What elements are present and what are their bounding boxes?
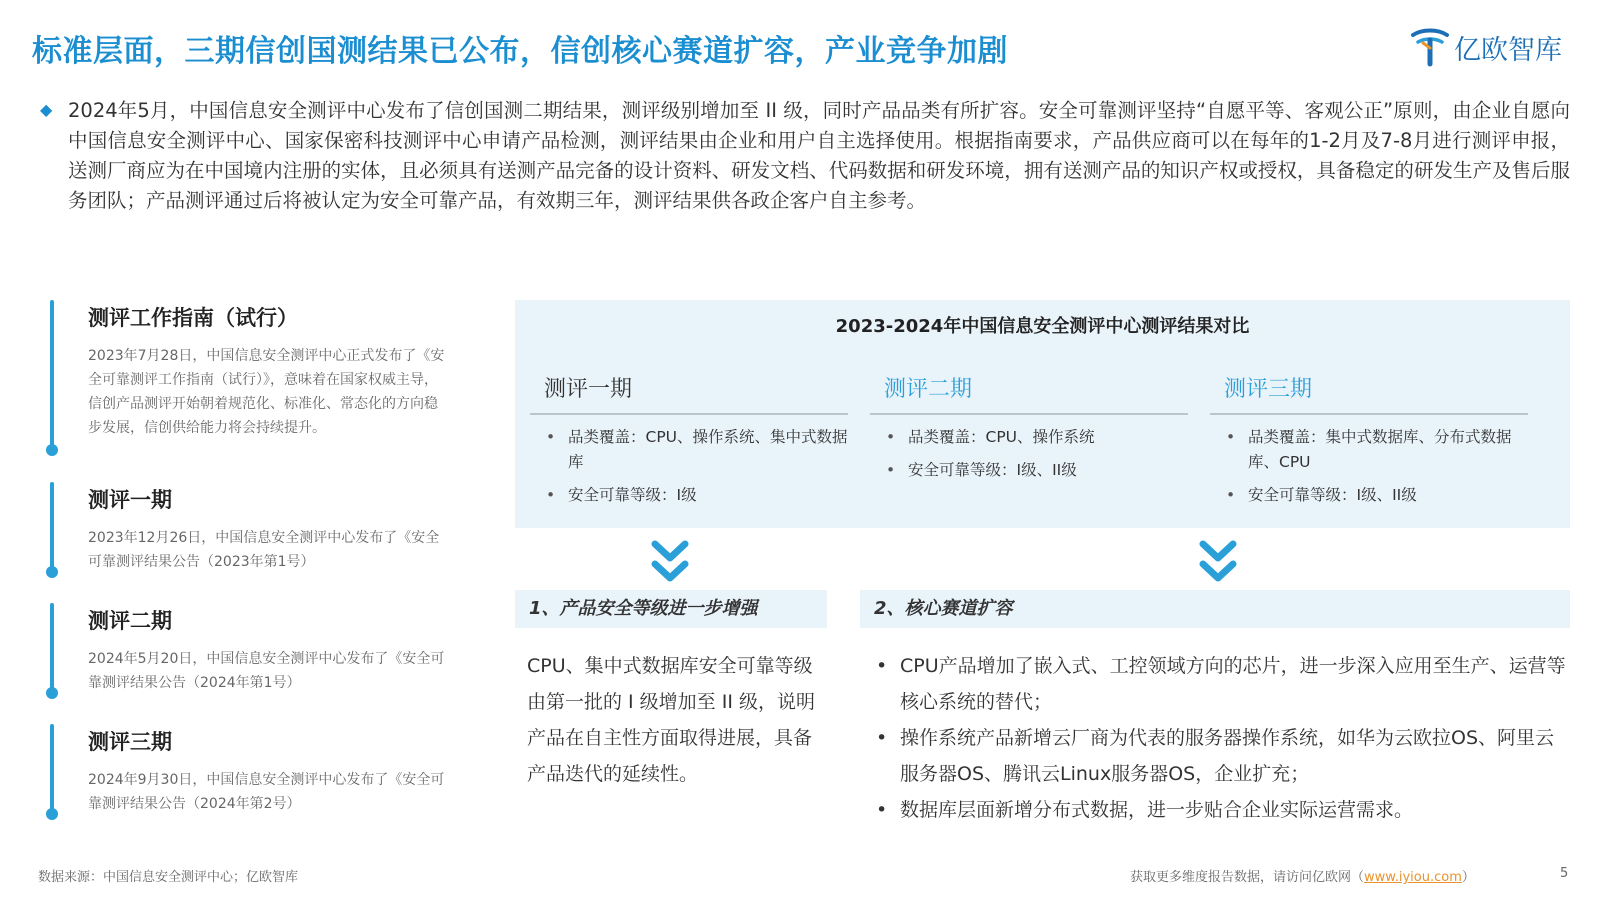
list-item: • CPU产品增加了嵌入式、工控领域方向的芯片，进一步深入应用至生产、运营等核心系统的替代； (870, 648, 1570, 720)
timeline-desc: 2023年7月28日，中国信息安全测评中心正式发布了《安全可靠测评工作指南（试行）》，意味着在国家权威主导，信创产品测评开始朝着规范化、标准化、常态化的方向稳步发展，信创供给能力将会持续提升。 (88, 348, 445, 436)
timeline-title: 测评三期 (88, 730, 172, 754)
phase-column-2 (870, 370, 1188, 491)
intro-paragraph: 2024年5月，中国信息安全测评中心发布了信创国测二期结果，测评级别增加至 II 级，同时产品品类有所扩容。安全可靠测评坚持“自愿平等、客观公正”原则，由企业自愿向中国信息安全测评中心、国家保密科技测评中心申请产品检测，测评结果由企业和用户自主选择使用。根据指南要求，产品供应商可以在每年的1-2月及7-8月进行测评申报，送测厂商应为在中国境内注册的实体，且必须具有送测产品完备的设计资料、研发文档、代码数据和研发环境，拥有送测产品的知识产权或授权，具备稳定的研发生产及售后服务团队；产品测评通过后将被认定为安全可靠产品，有效期三年，测评结果供各政企客户自主参考。 (68, 99, 1570, 212)
list-item: • 品类覆盖：CPU、操作系统 (884, 425, 1188, 450)
section-2-list (870, 648, 1570, 828)
phase-column-1 (530, 370, 848, 516)
section-2-body (870, 648, 1570, 828)
phase-divider (870, 413, 1188, 415)
list-item: • 品类覆盖：集中式数据库、分布式数据库、CPU (1224, 425, 1528, 475)
diamond-bullet-icon: ◆ (40, 100, 53, 119)
timeline-dot (46, 444, 58, 456)
section-header-label: 2、核心赛道扩容 (874, 598, 1013, 619)
double-chevron-down-icon (650, 538, 690, 586)
phase-name: 测评三期 (1224, 377, 1313, 402)
section-1-body: CPU、集中式数据库安全可靠等级由第一批的 I 级增加至 II 级，说明产品在自主性方面取得进展，具备产品迭代的延续性。 (527, 655, 815, 785)
phase-divider (530, 413, 848, 415)
timeline-item (40, 482, 450, 592)
logo-text: 亿欧智库 (1454, 34, 1562, 66)
timeline-dot (46, 687, 58, 699)
timeline-desc: 2024年5月20日，中国信息安全测评中心发布了《安全可靠测评结果公告（2024年第1号） (88, 651, 445, 691)
page-number: 5 (1560, 866, 1569, 881)
page-title: 标准层面，三期信创国测结果已公布，信创核心赛道扩容，产业竞争加剧 (32, 34, 1008, 69)
logo (1410, 26, 1562, 68)
timeline-item (40, 603, 450, 713)
timeline-dot (46, 566, 58, 578)
list-item: • 品类覆盖：CPU、操作系统、集中式数据库 (544, 425, 848, 475)
footer-link-prefix: 获取更多维度报告数据，请访问亿欧网（ (1130, 870, 1365, 885)
timeline-dot (46, 808, 58, 820)
phase-items (530, 425, 848, 508)
intro-block (40, 96, 1570, 216)
section-header-label: 1、产品安全等级进一步增强 (529, 598, 758, 619)
list-item: • 操作系统产品新增云厂商为代表的服务器操作系统，如华为云欧拉OS、阿里云服务器OS、腾讯云Linux服务器OS，企业扩充； (870, 720, 1570, 792)
website-link[interactable]: www.iyiou.com (1364, 870, 1462, 885)
list-item: • 安全可靠等级：I级 (544, 483, 848, 508)
footer-link-suffix: ） (1461, 870, 1475, 885)
footer-link-text (1130, 866, 1475, 885)
section-header-2 (860, 590, 1570, 628)
list-item: • 安全可靠等级：I级、II级 (884, 458, 1188, 483)
logo-mark-icon (1410, 26, 1450, 68)
timeline-bar (50, 603, 54, 693)
timeline-title: 测评一期 (88, 488, 172, 512)
timeline-title: 测评工作指南（试行） (88, 306, 298, 330)
timeline (40, 300, 450, 860)
timeline-desc: 2024年9月30日，中国信息安全测评中心发布了《安全可靠测评结果公告（2024年第2号） (88, 772, 445, 812)
timeline-bar (50, 724, 54, 814)
timeline-desc: 2023年12月26日，中国信息安全测评中心发布了《安全可靠测评结果公告（2023年第1号） (88, 530, 440, 570)
phase-name: 测评二期 (884, 377, 973, 402)
list-item: • 安全可靠等级：I级、II级 (1224, 483, 1528, 508)
timeline-bar (50, 300, 54, 450)
phase-column-3 (1210, 370, 1528, 516)
comparison-title: 2023-2024年中国信息安全测评中心测评结果对比 (835, 316, 1250, 337)
comparison-panel (515, 300, 1570, 528)
phase-items (1210, 425, 1528, 508)
section-header-1 (515, 590, 827, 628)
timeline-bar (50, 482, 54, 572)
phase-items (870, 425, 1188, 483)
timeline-item (40, 300, 450, 465)
phase-name: 测评一期 (544, 377, 633, 402)
timeline-item (40, 724, 450, 834)
double-chevron-down-icon (1198, 538, 1238, 586)
timeline-title: 测评二期 (88, 609, 172, 633)
list-item: • 数据库层面新增分布式数据，进一步贴合企业实际运营需求。 (870, 792, 1570, 828)
phase-divider (1210, 413, 1528, 415)
data-source: 数据来源：中国信息安全测评中心；亿欧智库 (38, 870, 299, 885)
